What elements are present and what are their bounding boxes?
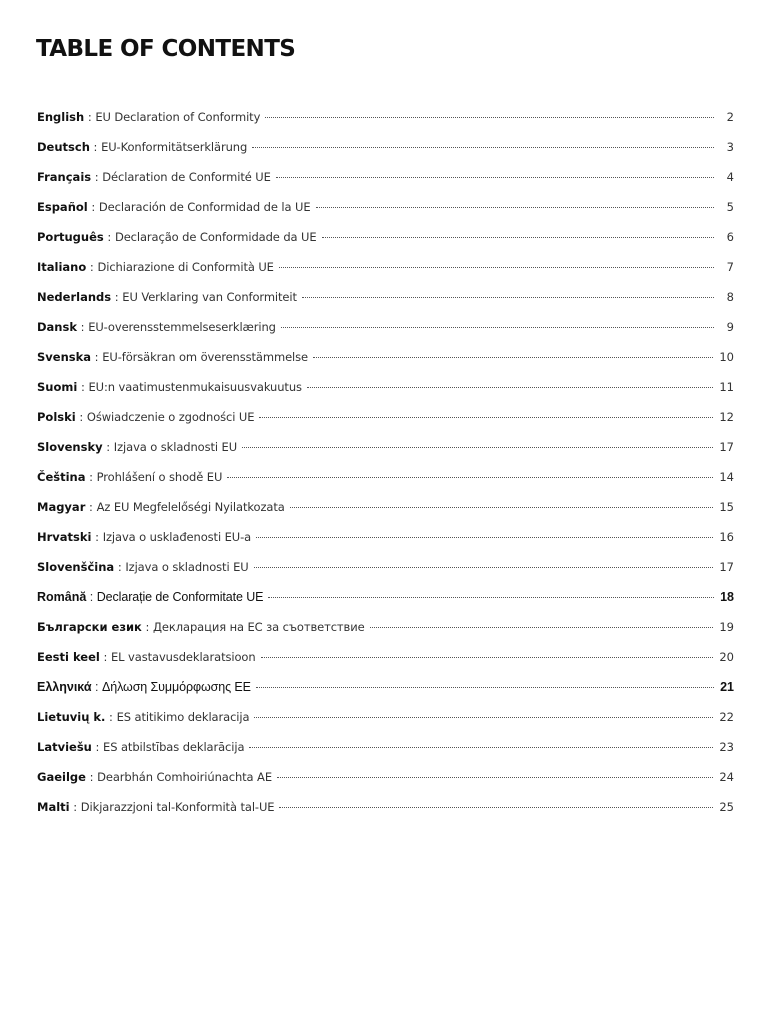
toc-entry-deutsch[interactable] bbox=[37, 132, 734, 162]
toc-entry-lietuviu[interactable] bbox=[37, 702, 734, 732]
toc-language: Dansk bbox=[37, 320, 77, 334]
toc-language: Slovensky bbox=[37, 440, 103, 454]
toc-separator: : bbox=[89, 140, 102, 154]
toc-entry-portugues[interactable] bbox=[37, 222, 734, 252]
toc-title: Declaração de Conformidade da UE bbox=[114, 230, 317, 244]
toc-dot-leader bbox=[313, 356, 713, 358]
toc-dot-leader bbox=[268, 596, 714, 598]
toc-language: Čeština bbox=[37, 470, 86, 484]
toc-dot-leader bbox=[252, 146, 714, 148]
toc-entry-slovensky[interactable] bbox=[37, 432, 734, 462]
toc-page-number: 9 bbox=[726, 320, 734, 334]
toc-page-number: 25 bbox=[719, 800, 734, 814]
toc-entry-cestina[interactable] bbox=[37, 462, 734, 492]
toc-separator: : bbox=[141, 620, 154, 634]
toc-separator: : bbox=[91, 530, 103, 544]
toc-separator: : bbox=[102, 440, 114, 454]
toc-title: Az EU Megfelelőségi Nyilatkozata bbox=[96, 500, 285, 514]
toc-separator: : bbox=[85, 770, 98, 784]
toc-separator: : bbox=[86, 590, 97, 604]
toc-language: Hrvatski bbox=[37, 530, 92, 544]
toc-language: Română bbox=[37, 590, 87, 604]
toc-separator: : bbox=[87, 200, 99, 214]
toc-dot-leader bbox=[281, 326, 714, 328]
toc-entry-magyar[interactable] bbox=[37, 492, 734, 522]
toc-dot-leader bbox=[227, 476, 713, 478]
toc-dot-leader bbox=[322, 236, 714, 238]
toc-entry-malti[interactable] bbox=[37, 792, 734, 822]
toc-title: EL vastavusdeklaratsioon bbox=[111, 650, 256, 664]
toc-title: EU-overensstemmelseserklæring bbox=[88, 320, 276, 334]
toc-separator: : bbox=[85, 500, 97, 514]
toc-language: Français bbox=[37, 170, 92, 184]
toc-language: Deutsch bbox=[37, 140, 90, 154]
toc-title: EU-försäkran om överensstämmelse bbox=[102, 350, 309, 364]
toc-language: Malti bbox=[37, 800, 70, 814]
toc-page-number: 22 bbox=[719, 710, 734, 724]
toc-page-number: 10 bbox=[719, 350, 734, 364]
toc-dot-leader bbox=[302, 296, 714, 298]
toc-separator: : bbox=[91, 350, 103, 364]
toc-title: Izjava o usklađenosti EU-a bbox=[102, 530, 252, 544]
toc-page-number: 5 bbox=[726, 200, 734, 214]
toc-title: EU Verklaring van Conformiteit bbox=[122, 290, 297, 304]
toc-title: Déclaration de Conformité UE bbox=[102, 170, 271, 184]
toc-dot-leader bbox=[276, 176, 714, 178]
toc-dot-leader bbox=[256, 686, 714, 688]
toc-dot-leader bbox=[261, 656, 714, 658]
toc-page-number: 4 bbox=[726, 170, 734, 184]
toc-separator: : bbox=[69, 800, 81, 814]
toc-title: Dikjarazzjoni tal-Konformità tal-UE bbox=[80, 800, 275, 814]
toc-separator: : bbox=[84, 110, 96, 124]
toc-separator: : bbox=[114, 560, 126, 574]
toc-title: Dearbhán Comhoiriúnachta AE bbox=[97, 770, 272, 784]
toc-page-number: 15 bbox=[719, 500, 734, 514]
toc-language: Svenska bbox=[37, 350, 92, 364]
toc-entry-gaeilge[interactable] bbox=[37, 762, 734, 792]
toc-title: Декларация на ЕС за съответствие bbox=[153, 620, 365, 634]
toc-language: Български език bbox=[37, 620, 142, 634]
toc-dot-leader bbox=[256, 536, 713, 538]
toc-entry-slovenscina[interactable] bbox=[37, 552, 734, 582]
toc-language: Português bbox=[37, 230, 104, 244]
toc-dot-leader bbox=[249, 746, 713, 748]
toc-language: Ελληνικά bbox=[37, 680, 92, 694]
toc-page-number: 23 bbox=[719, 740, 734, 754]
toc-page-number: 11 bbox=[719, 380, 734, 394]
toc-separator: : bbox=[99, 650, 112, 664]
toc-entry-greek[interactable] bbox=[37, 672, 734, 702]
toc-page-number: 8 bbox=[726, 290, 734, 304]
toc-entry-bulgarian[interactable] bbox=[37, 612, 734, 642]
toc-dot-leader bbox=[290, 506, 714, 508]
toc-language: Nederlands bbox=[37, 290, 112, 304]
toc-dot-leader bbox=[277, 776, 713, 778]
table-of-contents bbox=[37, 102, 734, 822]
toc-page-number: 12 bbox=[719, 410, 734, 424]
toc-title: Oświadczenie o zgodności UE bbox=[86, 410, 255, 424]
toc-entry-svenska[interactable] bbox=[37, 342, 734, 372]
toc-page-number: 7 bbox=[726, 260, 734, 274]
toc-title: Izjava o skladnosti EU bbox=[113, 440, 238, 454]
toc-language: Eesti keel bbox=[37, 650, 100, 664]
toc-title: Declarație de Conformitate UE bbox=[96, 590, 264, 604]
toc-page-number: 20 bbox=[719, 650, 734, 664]
toc-page-number: 17 bbox=[719, 560, 734, 574]
toc-title: Dichiarazione di Conformità UE bbox=[97, 260, 274, 274]
toc-title: ES atbilstības deklarācija bbox=[103, 740, 245, 754]
toc-title: Prohlášení o shodě EU bbox=[96, 470, 223, 484]
toc-dot-leader bbox=[316, 206, 715, 208]
toc-separator: : bbox=[91, 170, 103, 184]
toc-entry-romana[interactable] bbox=[37, 582, 734, 612]
toc-language: Magyar bbox=[37, 500, 86, 514]
toc-title: EU:n vaatimustenmukaisuusvakuutus bbox=[88, 380, 302, 394]
toc-language: Polski bbox=[37, 410, 76, 424]
toc-dot-leader bbox=[279, 806, 713, 808]
toc-dot-leader bbox=[254, 566, 714, 568]
toc-title: ES atitikimo deklaracija bbox=[116, 710, 250, 724]
toc-entry-hrvatski[interactable] bbox=[37, 522, 734, 552]
toc-separator: : bbox=[91, 740, 104, 754]
toc-page-number: 24 bbox=[719, 770, 734, 784]
toc-title: Declaración de Conformidad de la UE bbox=[98, 200, 311, 214]
toc-page-number: 19 bbox=[719, 620, 734, 634]
toc-page-number: 21 bbox=[720, 680, 734, 694]
toc-title: EU Declaration of Conformity bbox=[95, 110, 261, 124]
toc-separator: : bbox=[75, 410, 87, 424]
toc-language: Gaeilge bbox=[37, 770, 86, 784]
toc-dot-leader bbox=[370, 626, 714, 628]
toc-separator: : bbox=[105, 710, 117, 724]
toc-dot-leader bbox=[254, 716, 713, 718]
page-title: TABLE OF CONTENTS bbox=[36, 36, 296, 62]
toc-language: Italiano bbox=[37, 260, 87, 274]
toc-page-number: 18 bbox=[720, 590, 734, 604]
toc-separator: : bbox=[85, 470, 97, 484]
toc-entry-dansk[interactable] bbox=[37, 312, 734, 342]
toc-dot-leader bbox=[279, 266, 714, 268]
toc-separator: : bbox=[103, 230, 115, 244]
toc-separator: : bbox=[91, 680, 102, 694]
toc-title: Δήλωση Συμμόρφωσης ΕΕ bbox=[101, 680, 251, 694]
toc-entry-eesti-keel[interactable] bbox=[37, 642, 734, 672]
toc-entry-espanol[interactable] bbox=[37, 192, 734, 222]
toc-entry-italiano[interactable] bbox=[37, 252, 734, 282]
toc-entry-polski[interactable] bbox=[37, 402, 734, 432]
toc-page-number: 2 bbox=[726, 110, 734, 124]
toc-title: EU-Konformitätserklärung bbox=[101, 140, 248, 154]
toc-entry-francais[interactable] bbox=[37, 162, 734, 192]
toc-page-number: 6 bbox=[726, 230, 734, 244]
toc-page-number: 3 bbox=[726, 140, 734, 154]
toc-page-number: 17 bbox=[719, 440, 734, 454]
toc-entry-nederlands[interactable] bbox=[37, 282, 734, 312]
toc-separator: : bbox=[86, 260, 98, 274]
toc-language: Latviešu bbox=[37, 740, 92, 754]
toc-dot-leader bbox=[242, 446, 713, 448]
toc-title: Izjava o skladnosti EU bbox=[125, 560, 249, 574]
toc-dot-leader bbox=[307, 386, 713, 388]
toc-separator: : bbox=[111, 290, 123, 304]
toc-language: Lietuvių k. bbox=[37, 710, 106, 724]
toc-page-number: 16 bbox=[719, 530, 734, 544]
toc-separator: : bbox=[77, 380, 89, 394]
toc-separator: : bbox=[77, 320, 89, 334]
toc-language: Slovenščina bbox=[37, 560, 115, 574]
toc-language: Suomi bbox=[37, 380, 78, 394]
toc-page-number: 14 bbox=[719, 470, 734, 484]
toc-entry-latviesu[interactable] bbox=[37, 732, 734, 762]
toc-entry-english[interactable] bbox=[37, 102, 734, 132]
toc-language: Español bbox=[37, 200, 88, 214]
toc-dot-leader bbox=[259, 416, 713, 418]
toc-language: English bbox=[37, 110, 85, 124]
toc-entry-suomi[interactable] bbox=[37, 372, 734, 402]
toc-dot-leader bbox=[265, 116, 714, 118]
